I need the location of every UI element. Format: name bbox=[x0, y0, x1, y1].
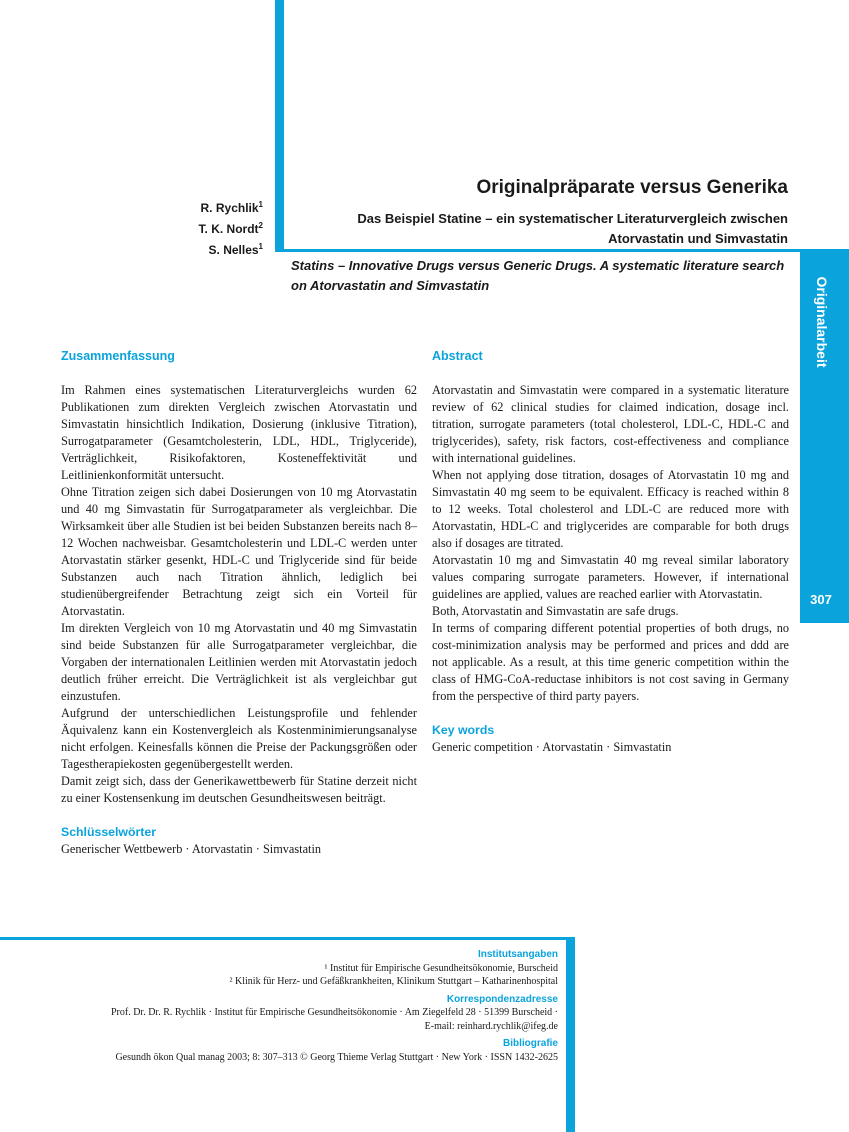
paragraph: When not applying dose titration, dosages of Atorvastatin 10 mg and Simvastatin 40 mg seem to be equivalent. Efficacy is reached within 8 to 12 weeks. Total cholesterol and LDL-C are reduced more with Atorvastatin, HDL-C and triglycerides are comparable for both drugs also if dosages are titrated. bbox=[432, 468, 789, 550]
keywords: Generischer Wettbewerb · Atorvastatin · Simvastatin bbox=[61, 842, 322, 856]
keywords: Generic competition · Atorvastatin · Simvastatin bbox=[432, 740, 672, 754]
footer-accent-bar bbox=[0, 937, 575, 940]
abstract-column bbox=[432, 348, 789, 756]
institute-line: ¹ Institut für Empirische Gesundheitsökonomie, Burscheid bbox=[324, 962, 558, 974]
zusammenfassung-heading: Zusammenfassung bbox=[61, 349, 175, 363]
author-list bbox=[199, 196, 263, 259]
article-footer bbox=[18, 948, 558, 1064]
correspondence-heading: Korrespondenzadresse bbox=[446, 993, 558, 1005]
paragraph: Both, Atorvastatin and Simvastatin are safe drugs. bbox=[432, 604, 679, 618]
author: R. Rychlik$^1$ bbox=[200, 200, 263, 215]
paragraph: Atorvastatin 10 mg and Simvastatin 40 mg reveal similar laboratory values comparing surrogate parameters. However, if international guidelines are applied, values are reached earlier with Atorvastatin. bbox=[432, 553, 789, 601]
zusammenfassung-column bbox=[61, 348, 417, 858]
paragraph: In terms of comparing different potential properties of both drugs, no cost-minimization analysis may be performed and prices and ddd are not applicable. As a result, at this time generic competition within the class of HMG-CoA-reductase inhibitors is not cost saving in Germany from the perspective of third party payers. bbox=[432, 621, 789, 703]
paragraph: Aufgrund der unterschiedlichen Leistungsprofile und fehlender Äquivalenz kann ein Kostenvergleich als Kostenminimierungsanalyse nicht erfolgen. Keinesfalls können die Preise der Packungsgrößen oder Tagestherapiekosten gegenübergestellt werden. bbox=[61, 706, 417, 771]
paragraph: Im Rahmen eines systematischen Literaturvergleichs wurden 62 Publikationen zum direkten Vergleich zwischen Atorvastatin und Simvastatin hinsichtlich Indikation, Dosierung (inklusive Titration), Surrogatparameter (Gesamtcholesterin, LDL, HDL, Triglyceride), Verträglichkeit, Risikofaktoren, Kosteneffektivität und Leitlinienkonformität untersucht. bbox=[61, 383, 417, 482]
correspondence-line: Prof. Dr. Dr. R. Rychlik · Institut für Empirische Gesundheitsökonomie · Am Ziegelfeld 28 · 51399 Burscheid · bbox=[110, 1007, 558, 1018]
top-accent-bar bbox=[275, 0, 284, 252]
paragraph: Im direkten Vergleich von 10 mg Atorvastatin und 40 mg Simvastatin sind beide Substanzen für alle Surrogatparameter vergleichbar, die Vorgaben der internationalen Leitlinien werden mit Atorvastatin jedoch deutlich früher erreicht. Die Verträglichkeit ist als vergleichbar gut einzustufen. bbox=[61, 621, 417, 703]
page-number: 307 bbox=[810, 592, 832, 607]
institutes-heading: Institutsangaben bbox=[477, 949, 558, 960]
keywords-heading: Schlüsselwörter bbox=[61, 825, 156, 839]
institute-line: ² Klinik für Herz- und Gefäßkrankheiten, Klinikum Stuttgart – Katharinenhospital bbox=[229, 976, 558, 987]
article-title: Originalpräparate versus Generika bbox=[476, 177, 788, 198]
bibliography-line: Gesundh ökon Qual manag 2003; 8: 307–313 © Georg Thieme Verlag Stuttgart · New York · ISSN 1432-2625 bbox=[115, 1051, 558, 1063]
keywords-heading: Key words bbox=[432, 723, 495, 737]
paragraph: Damit zeigt sich, dass der Generikawettbewerb für Statine derzeit nicht zu einer Kostensenkung im deutschen Gesundheitswesen beiträgt. bbox=[61, 774, 417, 805]
abstract-heading: Abstract bbox=[432, 349, 483, 363]
article-subtitle: Das Beispiel Statine – ein systematischer Literaturvergleich zwischen Atorvastatin und Simvastatin bbox=[357, 211, 788, 246]
section-label: Originalarbeit bbox=[814, 276, 830, 368]
paragraph: Ohne Titration zeigen sich dabei Dosierungen von 10 mg Atorvastatin und 40 mg Simvastatin für Surrogatparameter als vergleichbar. Die Wirksamkeit über alle Studien ist bei beiden Substanzen bereits nach 8–12 Wochen nachweisbar. Gesamtcholesterin und LDL-C werden unter Atorvastatin stärker gesenkt, HDL-C und Triglyceride sind für beide Substanzen auch nach Titration ähnlich, lediglich bei studienübergreifender Betrachtung zeigt sich ein Vorteil für Atorvastatin. bbox=[61, 485, 417, 618]
english-title: Statins – Innovative Drugs versus Generic Drugs. A systematic literature search on Atorvastatin and Simvastatin bbox=[291, 258, 785, 293]
paragraph: Atorvastatin and Simvastatin were compared in a systematic literature review of 62 clinical studies for claimed indication, dosage incl. titration, surrogate parameters (total cholesterol, LDL-C, HDL-C and triglycerides), safety, risk factors, cost-effectiveness and compliance with international guidelines. bbox=[432, 383, 789, 465]
footer-accent-bar-vertical bbox=[566, 937, 575, 1132]
correspondence-email: E-mail: reinhard.rychlik@ifeg.de bbox=[424, 1020, 558, 1032]
bibliography-heading: Bibliografie bbox=[502, 1038, 558, 1049]
title-underline-bar bbox=[275, 249, 849, 252]
author: T. K. Nordt$^2$ bbox=[198, 221, 263, 236]
author: S. Nelles$^1$ bbox=[208, 242, 263, 257]
